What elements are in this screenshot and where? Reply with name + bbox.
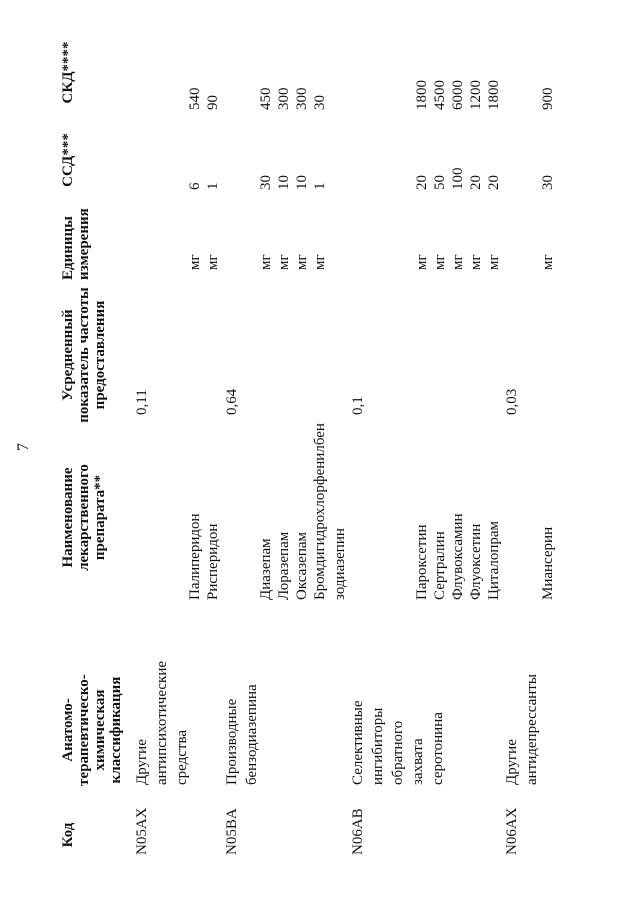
drug-skd: 1200: [468, 80, 484, 110]
table-row: [466, 0, 486, 905]
drug-unit: мг: [450, 254, 466, 270]
drug-name: Миансерин: [540, 526, 556, 600]
drug-skd: 6000: [450, 80, 466, 110]
drug-name: Пароксетин: [414, 524, 430, 600]
drug-name: Флуоксетин: [468, 523, 484, 600]
drug-ssd: 10: [276, 175, 292, 190]
group-frequency: 0,03: [504, 388, 520, 415]
table-row: [292, 0, 312, 905]
header-ssd: ССД***: [60, 133, 76, 187]
group-frequency: 0,11: [134, 389, 150, 415]
drug-ssd: 1: [205, 182, 221, 190]
drug-unit: мг: [414, 254, 430, 270]
drug-ssd: 30: [258, 175, 274, 190]
drug-skd: 1800: [414, 80, 430, 110]
header-code: Код: [60, 822, 76, 848]
group-frequency: 0,64: [224, 388, 240, 415]
table-row: [538, 0, 558, 905]
drug-unit: мг: [205, 254, 221, 270]
drug-ssd: 30: [540, 175, 556, 190]
drug-skd: 300: [276, 87, 292, 110]
drug-ssd: 100: [450, 167, 466, 190]
drug-skd: 1800: [486, 80, 502, 110]
drug-ssd: 6: [187, 182, 203, 190]
header-atc: Анатомо-терапевтическо-химическая классификация: [60, 674, 124, 786]
group-code: N05AX: [134, 807, 150, 855]
drug-ssd: 1: [312, 182, 328, 190]
table-row: [256, 0, 276, 905]
group-code: N05BA: [224, 808, 240, 855]
drug-skd: 4500: [432, 80, 448, 110]
header-avg-frequency: Усредненный показатель частоты предоставления: [60, 287, 108, 423]
table-row: [274, 0, 294, 905]
drug-skd: 300: [294, 87, 310, 110]
drug-name: Лоразепам: [276, 531, 292, 600]
drug-unit: мг: [294, 254, 310, 270]
group-row-n06ax: [502, 0, 540, 905]
drug-name: Флувоксамин: [450, 513, 466, 600]
drug-unit: мг: [258, 254, 274, 270]
drug-ssd: 50: [432, 175, 448, 190]
drug-ssd: 10: [294, 175, 310, 190]
drug-skd: 450: [258, 87, 274, 110]
table-row: [484, 0, 504, 905]
group-code: N06AX: [504, 807, 520, 855]
group-atc: Другие антидепрессанты: [504, 674, 540, 785]
drug-skd: 30: [312, 95, 328, 110]
drug-ssd: 20: [468, 175, 484, 190]
drug-name: Сертралин: [432, 531, 448, 600]
drug-name: Диазепам: [258, 538, 274, 600]
table-row: [412, 0, 432, 905]
drug-unit: мг: [312, 254, 328, 270]
table-row: [430, 0, 450, 905]
group-row-n05ax: [132, 0, 190, 905]
table-row: [185, 0, 205, 905]
drug-name: Оксазепам: [294, 531, 310, 600]
drug-unit: мг: [276, 254, 292, 270]
table-row: [310, 0, 350, 905]
group-atc: Другие антипсихотические средства: [134, 661, 190, 785]
drug-unit: мг: [540, 254, 556, 270]
header-skd: СКД****: [60, 41, 76, 104]
drug-name: Бромдигидрохлорфенилбензодиазепин: [312, 423, 348, 600]
table-row: [203, 0, 223, 905]
drug-skd: 900: [540, 87, 556, 110]
table-row: [448, 0, 468, 905]
header-drug-name: Наименование лекарственного препарата**: [60, 464, 108, 571]
drug-ssd: 20: [414, 175, 430, 190]
group-code: N06AB: [350, 808, 366, 855]
drug-name: Рисперидон: [205, 523, 221, 600]
group-frequency: 0,1: [350, 396, 366, 415]
drug-name: Циталопрам: [486, 520, 502, 600]
page-number: 7: [15, 443, 32, 451]
drug-unit: мг: [432, 254, 448, 270]
drug-name: Палиперидон: [187, 513, 203, 600]
drug-skd: 90: [205, 95, 221, 110]
header-unit: Единицы измерения: [60, 208, 92, 280]
group-atc: Селективные ингибиторы обратного захвата серотонина: [350, 700, 446, 785]
drug-skd: 540: [187, 87, 203, 110]
group-row-n05ba: [222, 0, 260, 905]
drug-unit: мг: [187, 254, 203, 270]
drug-ssd: 20: [486, 175, 502, 190]
drug-unit: мг: [468, 254, 484, 270]
drug-unit: мг: [486, 254, 502, 270]
group-atc: Производные бензодиазепина: [224, 684, 260, 785]
